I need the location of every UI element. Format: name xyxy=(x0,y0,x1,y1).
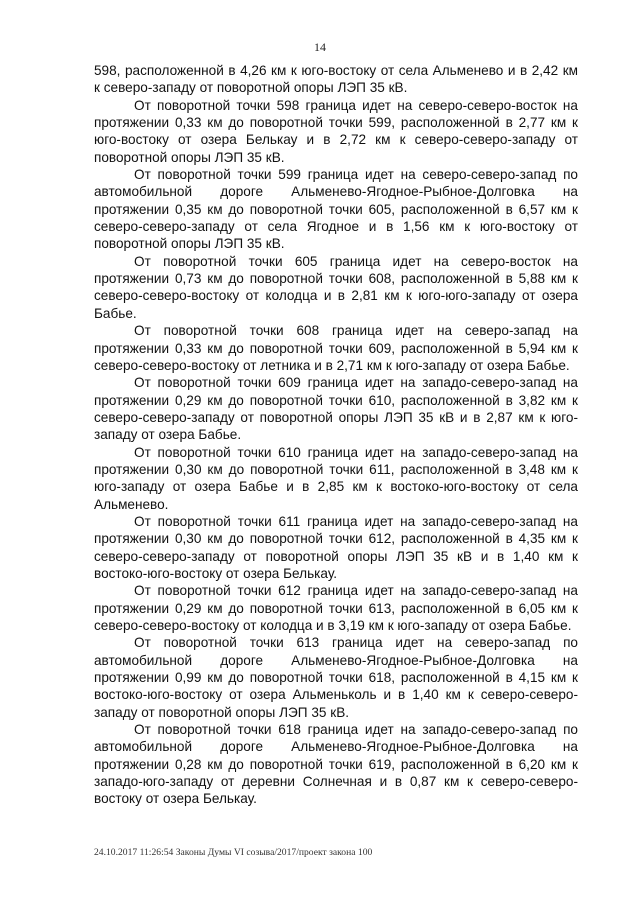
paragraph-4: От поворотной точки 605 граница идет на северо-восток на протяжении 0,73 км до поворотной точки 608, расположенной в 5,88 км к северо-северо-востоку от колодца и в 2,81 км к юго-юго-западу от озера Бабье. xyxy=(94,253,578,321)
paragraph-3: От поворотной точки 599 граница идет на северо-северо-запад по автомобильной дороге Альменево-Ягодное-Рыбное-Долговка на протяжении 0,35 км до поворотной точки 605, расположенной в 6,57 км к северо-северо-западу от села Ягодное и в 1,56 км к юго-востоку от поворотной опоры ЛЭП 35 кВ. xyxy=(94,167,578,252)
paragraph-5: От поворотной точки 608 граница идет на северо-запад на протяжении 0,33 км до поворотной точки 609, расположенной в 5,94 км к северо-северо-востоку от летника и в 2,71 км к юго-западу от озера Бабье. xyxy=(94,323,578,373)
paragraph-10: От поворотной точки 613 граница идет на северо-запад по автомобильной дороге Альменево-Ягодное-Рыбное-Долговка на протяжении 0,99 км до поворотной точки 618, расположенной в 4,15 км к востоко-юго-востоку от озера Альменьколь и в 1,40 км к северо-северо-западу от поворотной опоры ЛЭП 35 кВ. xyxy=(94,635,578,720)
document-body xyxy=(94,62,578,808)
page-number: 14 xyxy=(314,40,326,54)
paragraph-1: 598, расположенной в 4,26 км к юго-востоку от села Альменево и в 2,42 км к северо-западу от поворотной опоры ЛЭП 35 кВ. xyxy=(94,63,578,96)
paragraph-9: От поворотной точки 612 граница идет на западо-северо-запад на протяжении 0,29 км до поворотной точки 613, расположенной в 6,05 км к северо-северо-востоку от колодца и в 3,19 км к юго-западу от озера Бабье. xyxy=(94,583,578,633)
paragraph-6: От поворотной точки 609 граница идет на западо-северо-запад на протяжении 0,29 км до поворотной точки 610, расположенной в 3,82 км к северо-северо-западу от поворотной опоры ЛЭП 35 кВ и в 2,87 км к юго-западу от озера Бабье. xyxy=(94,375,578,443)
footer-stamp: 24.10.2017 11:26:54 Законы Думы VI созыва/2017/проект закона 100 xyxy=(94,847,373,858)
paragraph-11: От поворотной точки 618 граница идет на западо-северо-запад по автомобильной дороге Альменево-Ягодное-Рыбное-Долговка на протяжении 0,28 км до поворотной точки 619, расположенной в 6,20 км к западо-юго-западу от деревни Солнечная и в 0,87 км к северо-северо-востоку от озера Белькау. xyxy=(94,722,578,807)
paragraph-8: От поворотной точки 611 граница идет на западо-северо-запад на протяжении 0,30 км до поворотной точки 612, расположенной в 4,35 км к северо-северо-западу от поворотной опоры ЛЭП 35 кВ и в 1,40 км к востоко-юго-востоку от озера Белькау. xyxy=(94,513,578,581)
paragraph-2: От поворотной точки 598 граница идет на северо-северо-восток на протяжении 0,33 км до поворотной точки 599, расположенной в 2,77 км к юго-востоку от озера Белькау и в 2,72 км к северо-северо-западу от поворотной опоры ЛЭП 35 кВ. xyxy=(94,97,578,165)
paragraph-7: От поворотной точки 610 граница идет на западо-северо-запад на протяжении 0,30 км до поворотной точки 611, расположенной в 3,48 км к юго-западу от озера Бабье и в 2,85 км к востоко-юго-востоку от села Альменево. xyxy=(94,444,578,512)
